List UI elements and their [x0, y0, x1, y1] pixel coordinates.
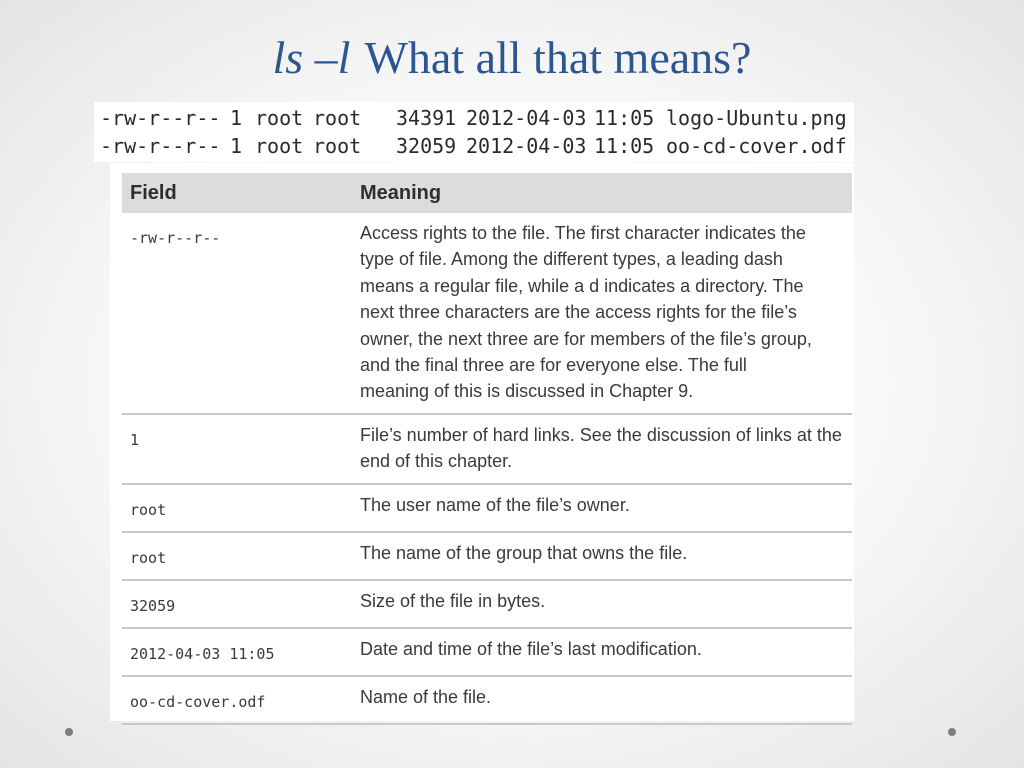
permissions: -rw-r--r--	[100, 134, 221, 158]
field-header: Field	[122, 173, 352, 213]
field-cell: -rw-r--r--	[122, 213, 352, 414]
link-count: 1	[230, 134, 243, 158]
terminal-line	[100, 105, 847, 131]
mod-date: 2012-04-03	[466, 106, 587, 130]
mod-time: 11:05	[594, 106, 655, 130]
filename: logo-Ubuntu.png	[666, 106, 847, 130]
filename: oo-cd-cover.odf	[666, 134, 847, 158]
field-cell: oo-cd-cover.odf	[122, 676, 352, 724]
link-count: 1	[230, 106, 243, 130]
meaning-cell: Date and time of the file’s last modification.	[352, 628, 852, 676]
title-command: ls –l	[272, 32, 351, 83]
mod-time: 11:05	[594, 134, 655, 158]
group: root	[313, 106, 362, 130]
file-size: 34391	[396, 106, 457, 130]
terminal-line	[100, 133, 847, 159]
field-cell: 2012-04-03 11:05	[122, 628, 352, 676]
meaning-cell: Name of the file.	[352, 676, 852, 724]
table-row	[122, 484, 852, 532]
field-cell: 1	[122, 414, 352, 484]
table-row	[122, 213, 852, 414]
meaning-cell: File’s number of hard links. See the discussion of links at the end of this chapter.	[352, 414, 852, 484]
table-row	[122, 580, 852, 628]
owner: root	[255, 106, 304, 130]
field-cell: root	[122, 484, 352, 532]
meaning-cell: The name of the group that owns the file.	[352, 532, 852, 580]
meaning-header: Meaning	[352, 173, 852, 213]
permissions: -rw-r--r--	[100, 106, 221, 130]
field-meaning-table-card	[110, 163, 854, 721]
slide-title	[0, 30, 1024, 86]
group: root	[313, 134, 362, 158]
owner: root	[255, 134, 304, 158]
field-meaning-table	[122, 173, 852, 725]
field-cell: 32059	[122, 580, 352, 628]
file-size: 32059	[396, 134, 457, 158]
table-row	[122, 628, 852, 676]
table-row	[122, 532, 852, 580]
terminal-output	[94, 102, 854, 162]
nav-dot-icon	[65, 728, 73, 736]
title-text: What all that means?	[364, 32, 752, 83]
table-header-row	[122, 173, 852, 213]
table-row	[122, 414, 852, 484]
meaning-cell: Size of the file in bytes.	[352, 580, 852, 628]
meaning-cell: The user name of the file’s owner.	[352, 484, 852, 532]
field-cell: root	[122, 532, 352, 580]
mod-date: 2012-04-03	[466, 134, 587, 158]
meaning-cell: Access rights to the file. The first character indicates the type of file. Among the different types, a leading dash means a regular file, while a d indicates a directory. The next three characters are the access rights for the file’s owner, the next three are for members of the file’s group, and the final three are for everyone else. The full meaning of this is discussed in Chapter 9.	[352, 213, 852, 414]
table-row	[122, 676, 852, 724]
nav-dot-icon	[948, 728, 956, 736]
